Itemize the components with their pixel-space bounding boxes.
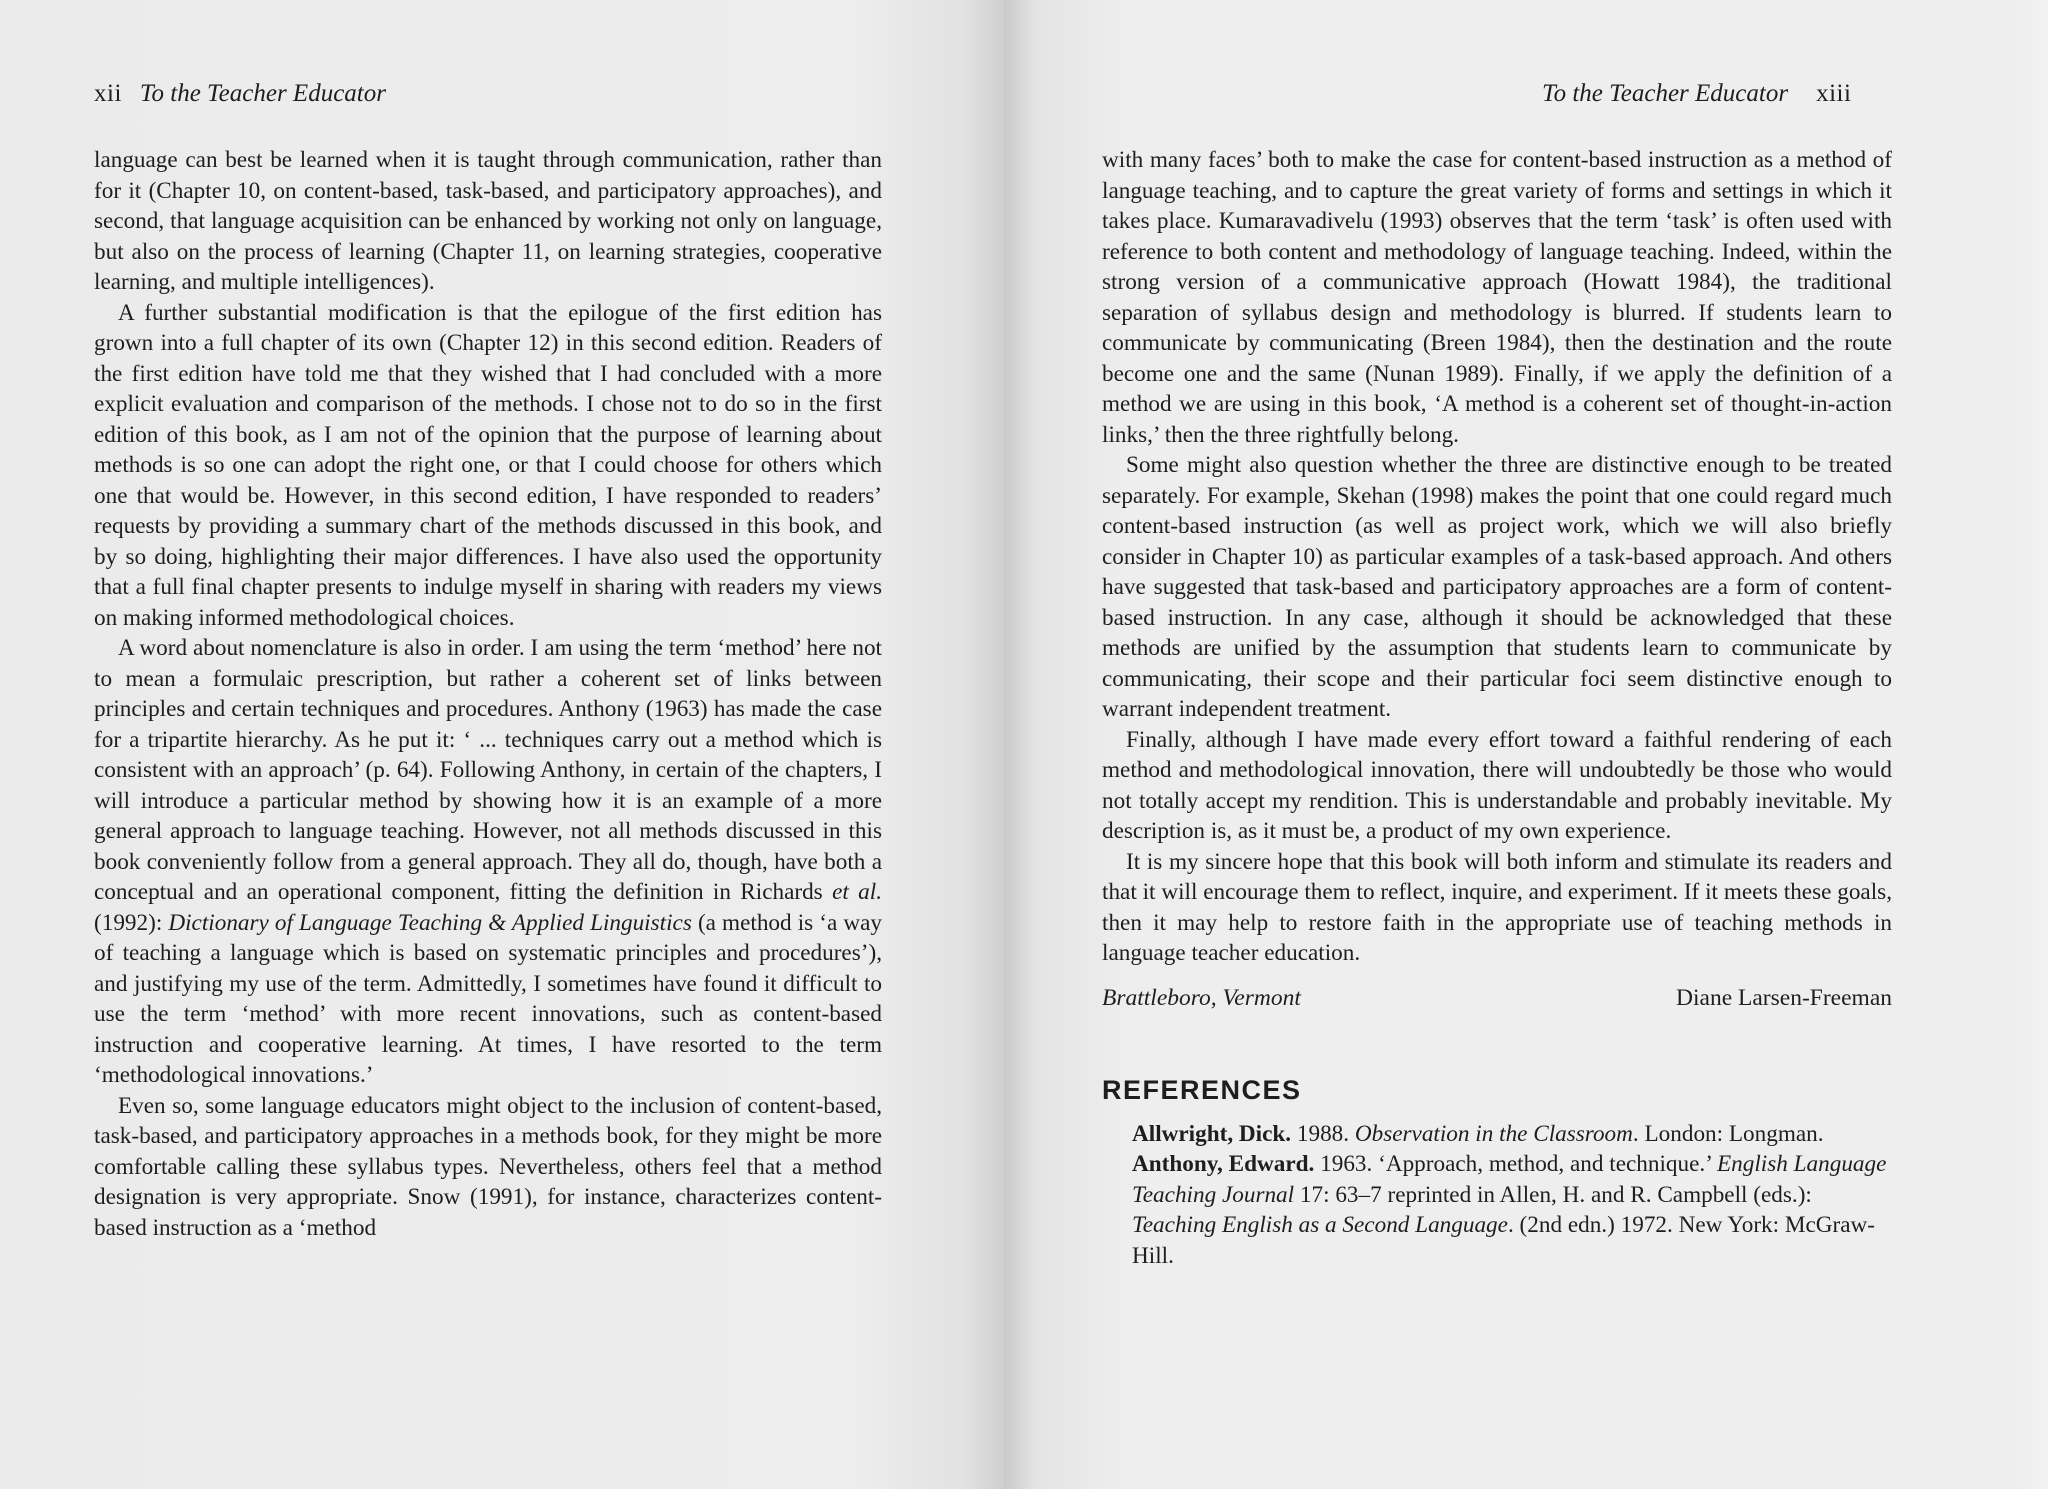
right-running-title: To the Teacher Educator bbox=[1542, 80, 1789, 107]
left-paragraph: A further substantial modification is that the epilogue of the first edition has grown into a full chapter of its own (Chapter 12) in this second edition. Readers of the first edition have told me that they wished that I had concluded with a more explicit evaluation and comparison of the methods. I chose not to do so in the first edition of this book, as I am not of the opinion that the purpose of learning about methods is so one can adopt the right one, or that I could choose for others which one that would be. However, in this second edition, I have responded to readers’ requests by providing a summary chart of the methods discussed in this book, and by so doing, highlighting their major differences. I have also used the opportunity that a full final chapter presents to indulge myself in sharing with readers my views on making informed methodological choices. bbox=[94, 299, 882, 631]
references-heading: REFERENCES bbox=[1102, 1074, 1302, 1105]
left-page bbox=[0, 0, 1004, 1489]
reference-entry: Anthony, Edward. 1963. ‘Approach, method, and technique.’ English Language Teaching Journal 17: 63–7 reprinted in Allen, H. and R. Campbell (eds.): Teaching English as a Second Language. (2nd edn.) 1972. New York: McGraw-Hill. bbox=[1132, 1151, 1887, 1269]
left-body-text bbox=[94, 145, 882, 1243]
right-running-head bbox=[1542, 76, 1851, 112]
right-paragraph: Some might also question whether the three are distinctive enough to be treated separately. For example, Skehan (1998) makes the point that one could regard much content-based instruction (as well as project work, which we will also briefly consider in Chapter 10) as particular examples of a task-based approach. And others have suggested that task-based and participatory approaches are a form of content-based instruction. In any case, although it should be acknowledged that these methods are unified by the assumption that students learn to communicate by communicating, their scope and their particular foci seem distinctive enough to warrant independent treatment. bbox=[1102, 452, 1892, 722]
reference-entry: Allwright, Dick. 1988. Observation in the Classroom. London: Longman. bbox=[1132, 1120, 1824, 1147]
left-page-number: xii bbox=[94, 80, 122, 107]
references-list bbox=[1102, 1119, 1892, 1272]
signoff bbox=[1102, 983, 1892, 1017]
signoff-author: Diane Larsen-Freeman bbox=[1676, 984, 1892, 1011]
right-page-number: xiii bbox=[1816, 80, 1852, 107]
left-paragraph: A word about nomenclature is also in order. I am using the term ‘method’ here not to mean a formulaic prescription, but rather a coherent set of links between principles and certain techniques and procedures. Anthony (1963) has made the case for a tripartite hierarchy. As he put it: ‘ ... techniques carry out a method which is consistent with an approach’ (p. 64). Following Anthony, in certain of the chapters, I will introduce a particular method by showing how it is an example of a more general approach to language teaching. However, not all methods discussed in this book conveniently follow from a general approach. They all do, though, have both a conceptual and an operational component, fitting the definition in Richards et al. (1992): Dictionary of Language Teaching & Applied Linguistics (a method is ‘a way of teaching a language which is based on systematic principles and procedures’), and justifying my use of the term. Admittedly, I sometimes have found it difficult to use the term ‘method’ with more recent innovations, such as content-based instruction and cooperative learning. At times, I have resorted to the term ‘methodological innovations.’ bbox=[94, 635, 882, 1088]
right-paragraph: with many faces’ both to make the case for content-based instruction as a method of language teaching, and to capture the great variety of forms and settings in which it takes place. Kumaravadivelu (1993) observes that the term ‘task’ is often used with reference to both content and methodology of language teaching. Indeed, within the strong version of a communicative approach (Howatt 1984), the traditional separation of syllabus design and methodology is blurred. If students learn to communicate by communicating (Breen 1984), then the destination and the route become one and the same (Nunan 1989). Finally, if we apply the definition of a method we are using in this book, ‘A method is a coherent set of thought-in-action links,’ then the three rightfully belong. bbox=[1102, 147, 1892, 448]
right-body-text bbox=[1102, 145, 1892, 1271]
left-running-head bbox=[94, 76, 386, 112]
right-paragraph: It is my sincere hope that this book will both inform and stimulate its readers and that it will encourage them to reflect, inquire, and experiment. If it meets these goals, then it may help to restore faith in the appropriate use of teaching methods in language teacher education. bbox=[1102, 848, 1892, 966]
left-paragraph: Even so, some language educators might object to the inclusion of content-based, task-based, and participatory approaches in a methods book, for they might be more comfortable calling these syllabus types. Nevertheless, others feel that a method designation is very appropriate. Snow (1991), for instance, characterizes content-based instruction as a ‘method bbox=[94, 1092, 882, 1241]
signoff-place: Brattleboro, Vermont bbox=[1102, 984, 1301, 1011]
right-paragraph: Finally, although I have made every effort toward a faithful rendering of each method and methodological innovation, there will undoubtedly be those who would not totally accept my rendition. This is understandable and probably inevitable. My description is, as it must be, a product of my own experience. bbox=[1102, 726, 1892, 844]
left-running-title: To the Teacher Educator bbox=[139, 80, 386, 107]
left-paragraph: language can best be learned when it is taught through communication, rather than for it (Chapter 10, on content-based, task-based, and participatory approaches), and second, that language acquisition can be enhanced by working not only on language, but also on the process of learning (Chapter 11, on learning strategies, cooperative learning, and multiple intelligences). bbox=[94, 147, 882, 295]
right-paragraphs bbox=[1102, 145, 1892, 969]
right-page bbox=[1004, 0, 2048, 1489]
